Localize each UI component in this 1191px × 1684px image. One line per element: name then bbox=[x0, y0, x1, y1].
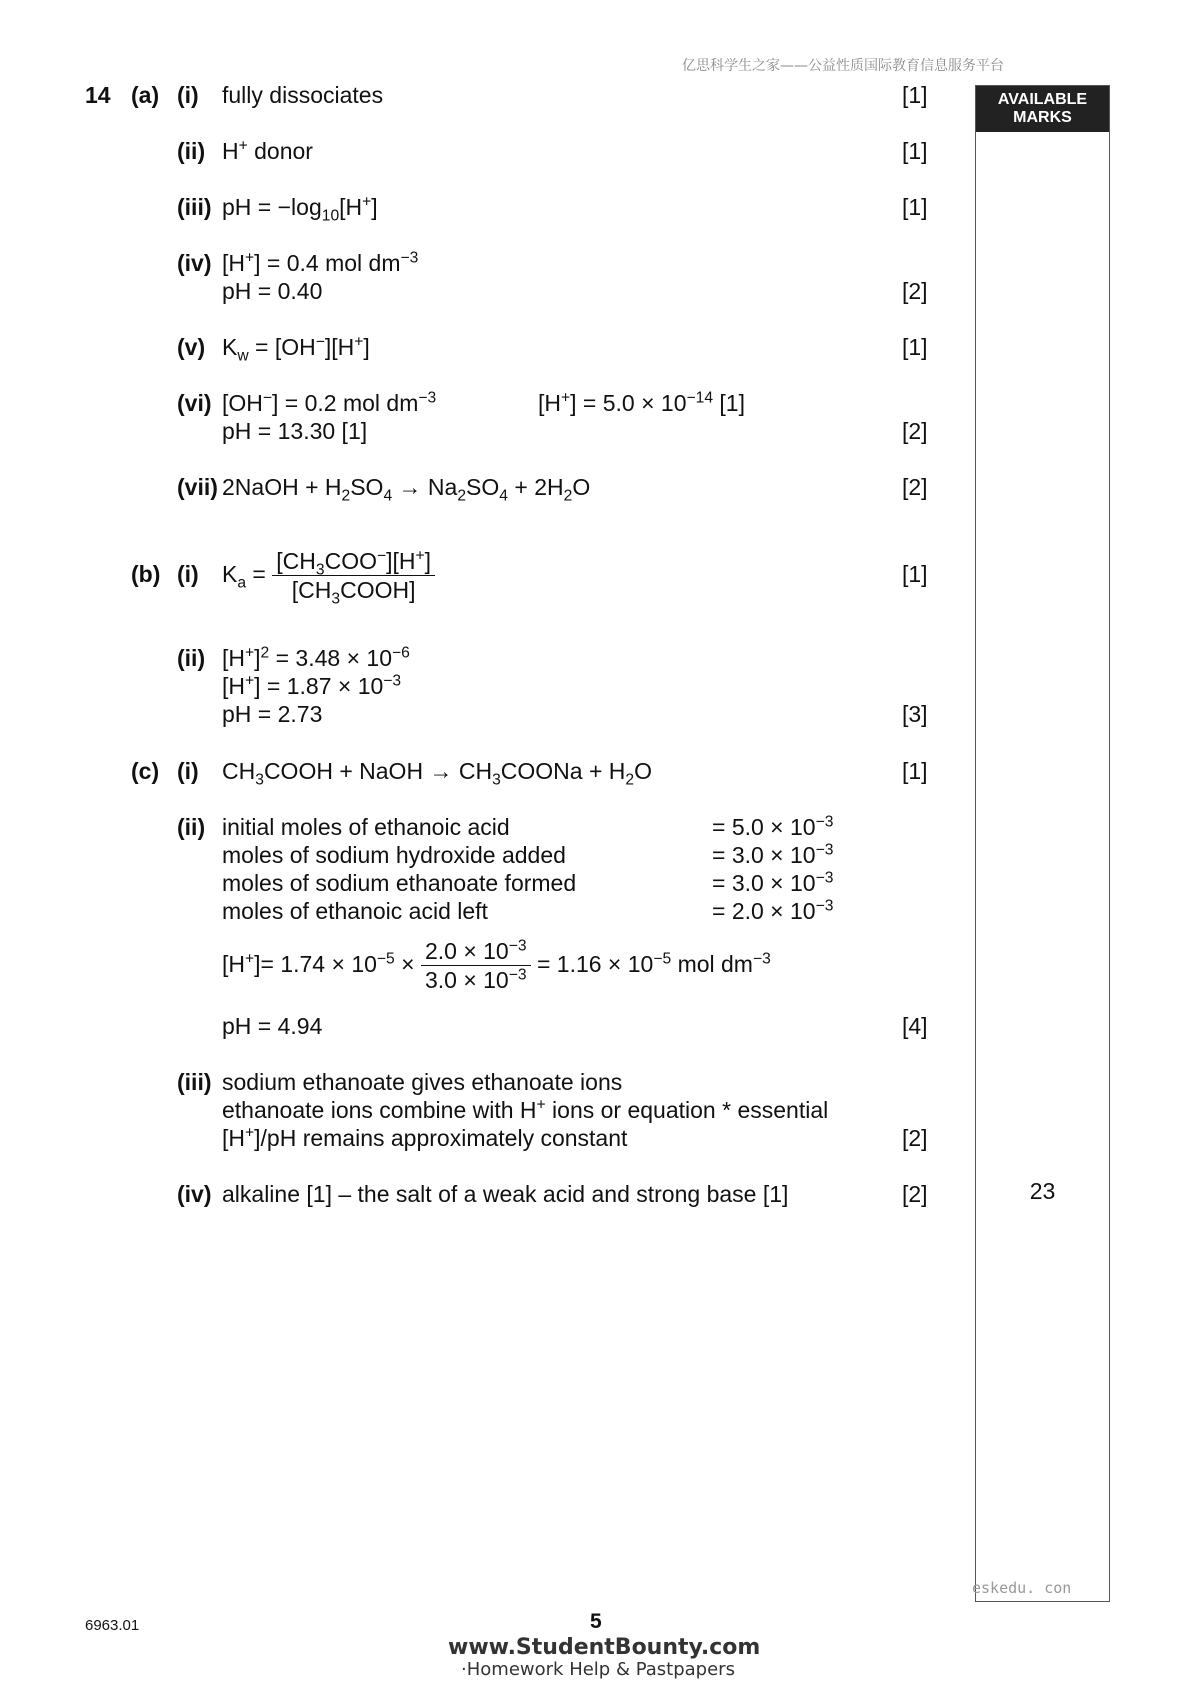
c-iv-mark: [2] bbox=[902, 1181, 928, 1207]
a-v-label: (v) bbox=[177, 334, 206, 360]
c-ii-row-value: = $2.0 \times 10^{-3}$ bbox=[712, 897, 834, 924]
studentbounty-logo bbox=[448, 1635, 761, 1680]
c-ii-row-text: moles of ethanoic acid left bbox=[222, 898, 488, 924]
a-vi-line1: [OH−] = 0.2 mol $dm^{-3}$ bbox=[222, 389, 437, 416]
header-watermark: 亿思科学生之家——公益性质国际教育信息服务平台 bbox=[682, 58, 1004, 74]
c-iii-label: (iii) bbox=[177, 1069, 212, 1095]
available-marks-total: 23 bbox=[1029, 1178, 1056, 1204]
site-watermark: eskedu. con bbox=[972, 1579, 1072, 1597]
c-ii-mark: [4] bbox=[902, 1013, 928, 1039]
studentbounty-tagline: ·Homework Help & Pastpapers bbox=[461, 1659, 735, 1680]
c-ii-label: (ii) bbox=[177, 814, 206, 840]
a-i-mark: [1] bbox=[902, 82, 928, 108]
c-i-label: (i) bbox=[177, 758, 199, 784]
a-iv-line2: pH = 0.40 bbox=[222, 278, 323, 304]
a-vi-line2: pH = 13.30 [1] bbox=[222, 418, 368, 444]
b-ii-line2: $[H^+] = 1.87 \times 10^{-3}$ bbox=[222, 672, 402, 699]
c-ii-row-value: = $5.0 \times 10^{-3}$ bbox=[712, 813, 834, 840]
b-ii-label: (ii) bbox=[177, 645, 206, 671]
ka-fraction: $\frac{[CH_3COO^-][H^+]}{[CH_3COOH]}$ bbox=[272, 547, 435, 604]
b-ii-mark: [3] bbox=[902, 701, 928, 727]
a-vi-mark: [2] bbox=[902, 418, 928, 444]
a-vii-label: (vii) bbox=[177, 474, 218, 500]
c-ii-calculation: $[H^+]= 1.74 \times 10^{-5}$ × $\frac{2.0 \times 10^{-3}}{3.0 \times 10^{-3}}$ = $1.16 \times 10^{-5}$ mol $dm^{-3}$ bbox=[222, 937, 771, 994]
a-i-label: (i) bbox=[177, 82, 199, 108]
b-ii-line3: pH = 2.73 bbox=[222, 701, 323, 727]
c-ii-row-text: moles of sodium hydroxide added bbox=[222, 842, 566, 868]
available-marks-header: AVAILABLE MARKS bbox=[976, 86, 1109, 132]
b-i-mark: [1] bbox=[902, 561, 928, 587]
c-i-mark: [1] bbox=[902, 758, 928, 784]
a-i-answer: fully dissociates bbox=[222, 82, 384, 108]
part-a-label: (a) bbox=[131, 82, 160, 108]
a-ii-mark: [1] bbox=[902, 138, 928, 164]
a-iii-answer: pH = $-\log_{10}[H^+]$ bbox=[222, 193, 378, 225]
a-vii-mark: [2] bbox=[902, 474, 928, 500]
a-v-answer: $K_w = [OH^-][H^+]$ bbox=[222, 333, 370, 365]
c-iii-line1: sodium ethanoate gives ethanoate ions bbox=[222, 1069, 623, 1095]
a-iii-label: (iii) bbox=[177, 194, 212, 220]
a-ii-answer: H+ donor bbox=[222, 137, 313, 164]
a-iv-mark: [2] bbox=[902, 278, 928, 304]
c-ii-row-text: moles of sodium ethanoate formed bbox=[222, 870, 577, 896]
a-v-mark: [1] bbox=[902, 334, 928, 360]
c-iii-mark: [2] bbox=[902, 1125, 928, 1151]
c-iv-label: (iv) bbox=[177, 1181, 212, 1207]
a-iii-mark: [1] bbox=[902, 194, 928, 220]
a-ii-label: (ii) bbox=[177, 138, 206, 164]
part-b-label: (b) bbox=[131, 561, 161, 587]
b-i-expression: $K_a$ = $\frac{[CH_3COO^-][H^+]}{[CH_3COOH]}$ bbox=[222, 537, 435, 611]
studentbounty-url: www.StudentBounty.com bbox=[448, 1635, 761, 1660]
part-c-label: (c) bbox=[131, 758, 160, 784]
b-ii-line1: $[H^+]^2 = 3.48 \times 10^{-6}$ bbox=[222, 644, 410, 671]
c-iii-line2: ethanoate ions combine with H+ ions or equation * essential bbox=[222, 1096, 829, 1123]
a-iv-line1: [H+] = 0.4 mol $dm^{-3}$ bbox=[222, 249, 419, 276]
b-i-label: (i) bbox=[177, 561, 199, 587]
a-vi-hydrogen: $[H^+] = 5.0 \times 10^{-14}$ [1] bbox=[538, 389, 745, 416]
c-ii-fraction: $\frac{2.0 \times 10^{-3}}{3.0 \times 10^{-3}}$ bbox=[421, 937, 531, 994]
c-ii-row-value: = $3.0 \times 10^{-3}$ bbox=[712, 841, 834, 868]
c-ii-row-text: initial moles of ethanoic acid bbox=[222, 814, 510, 840]
a-vi-label: (vi) bbox=[177, 390, 212, 416]
c-iv-answer: alkaline [1] – the salt of a weak acid and strong base [1] bbox=[222, 1181, 789, 1207]
available-marks-column bbox=[975, 85, 1110, 1602]
c-i-equation: $CH_3COOH$ + NaOH → $CH_3COONa + H_2O$ bbox=[222, 758, 652, 789]
c-ii-row-value: = $3.0 \times 10^{-3}$ bbox=[712, 869, 834, 896]
c-iii-line3: [H+]/pH remains approximately constant bbox=[222, 1124, 628, 1151]
c-ii-ph: pH = 4.94 bbox=[222, 1013, 323, 1039]
question-number: 14 bbox=[85, 82, 111, 108]
a-iv-label: (iv) bbox=[177, 250, 212, 276]
page-number: 5 bbox=[590, 1610, 602, 1633]
paper-code: 6963.01 bbox=[85, 1617, 140, 1634]
a-vii-equation: 2NaOH + $H_2SO_4 \to Na_2SO_4 + 2H_2O$ bbox=[222, 474, 591, 505]
